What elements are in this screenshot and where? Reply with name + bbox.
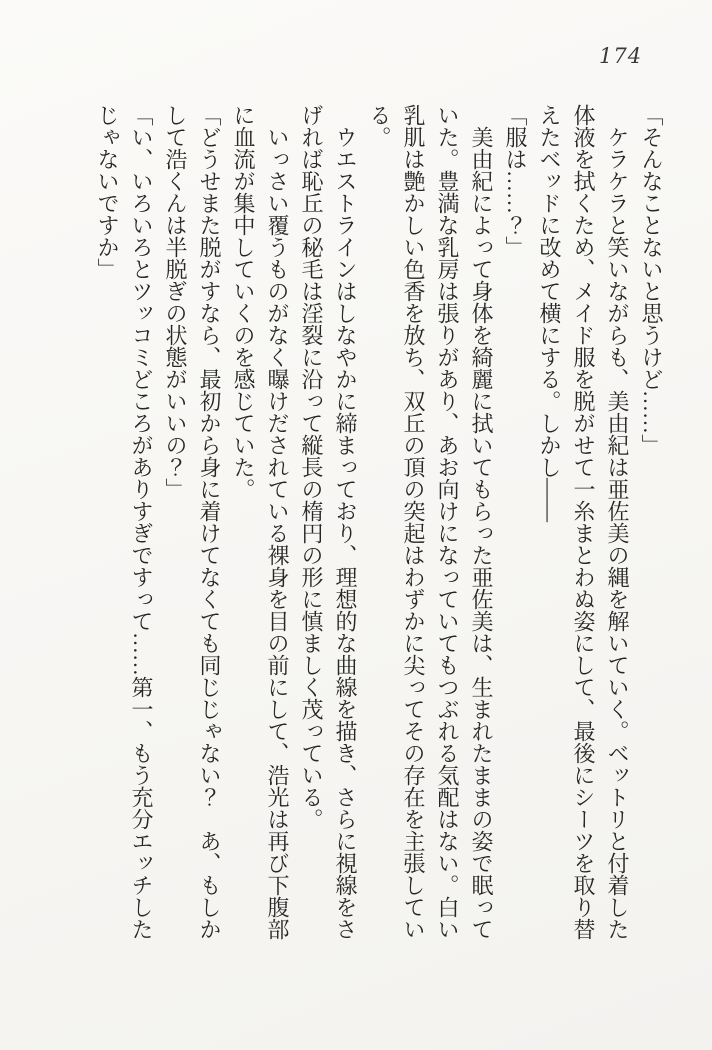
text-line: して浩くんは半脱ぎの状態がいいの？」: [163, 104, 188, 500]
text-block: [90, 104, 668, 948]
text-line: 乳肌は艶かしい色香を放ち、双丘の頂の突起はわずかに尖ってその存在を主張してい: [401, 104, 426, 940]
text-line: 「そんなことないと思うけど……」: [639, 104, 664, 456]
text-line: 体液を拭くため、メイド服を脱がせて一糸まとわぬ姿にして、最後にシーツを取り替: [571, 104, 596, 940]
text-line: 「い、いろいろとツッコミどころがありすぎですって……第一、もう充分エッチした: [129, 104, 154, 940]
text-line: る。: [367, 104, 392, 148]
text-line: 「どうせまた脱がすなら、最初から身に着けてなくても同じじゃない？ あ、もしか: [197, 104, 222, 940]
text-line: ウエストラインはしなやかに締まっており、理想的な曲線を描き、さらに視線をさ: [333, 126, 358, 940]
text-line: ケラケラと笑いながらも、美由紀は亜佐美の縄を解いていく。ベットリと付着した: [605, 126, 630, 940]
text-line: いた。豊満な乳房は張りがあり、あお向けになっていてもつぶれる気配はない。白い: [435, 104, 460, 940]
page-number: 174: [599, 44, 643, 68]
text-line: 美由紀によって身体を綺麗に拭いてもらった亜佐美は、生まれたままの姿で眠って: [469, 126, 494, 940]
text-line: じゃないですか」: [95, 104, 120, 280]
text-line: 「服は……？」: [503, 104, 528, 258]
text-line: いっさい覆うものがなく曝けだされている裸身を目の前にして、浩光は再び下腹部: [265, 126, 290, 940]
text-line: に血流が集中していくのを感じていた。: [231, 104, 256, 500]
text-line: えたベッドに改めて横にする。しかし――: [537, 104, 562, 522]
text-line: げれば恥丘の秘毛は淫裂に沿って縦長の楕円の形に慎ましく茂っている。: [299, 104, 324, 830]
